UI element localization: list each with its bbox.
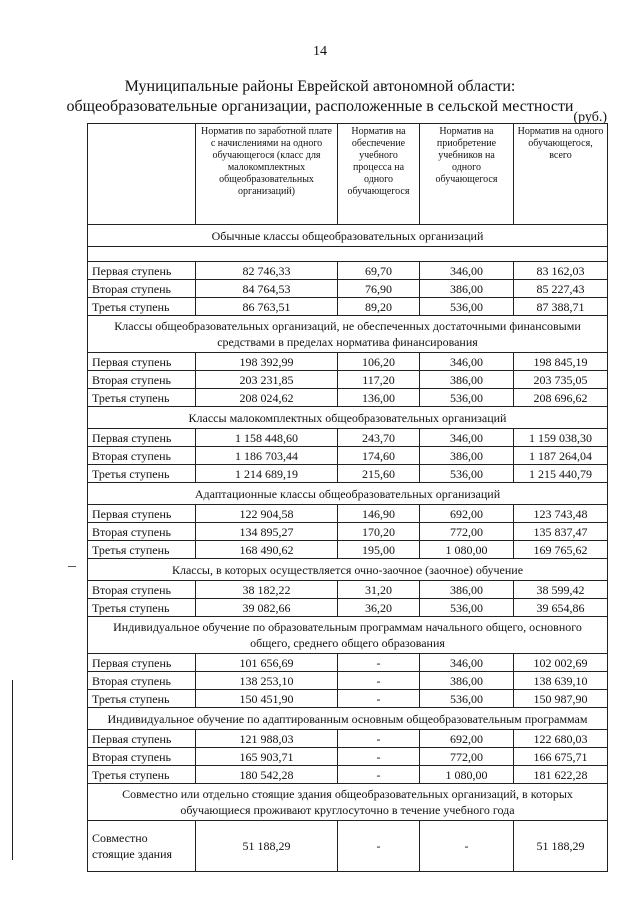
value-cell: 38 182,22 xyxy=(196,581,338,599)
value-cell: 1 187 264,04 xyxy=(514,447,608,465)
row-label: Первая ступень xyxy=(88,262,196,280)
table-row xyxy=(88,262,608,280)
value-cell: 1 080,00 xyxy=(420,766,514,784)
header-empty xyxy=(88,124,196,225)
value-cell: 101 656,69 xyxy=(196,654,338,672)
value-cell: 39 082,66 xyxy=(196,599,338,617)
table-row xyxy=(88,298,608,316)
section-title: Индивидуальное обучение по адаптированным основным общеобразовательным программам xyxy=(88,708,608,730)
value-cell: 134 895,27 xyxy=(196,523,338,541)
value-cell: 174,60 xyxy=(338,447,420,465)
value-cell: 169 765,62 xyxy=(514,541,608,559)
section-title: Индивидуальное обучение по образовательным программам начального общего, основного общего, среднего общего образования xyxy=(88,617,608,654)
table-row xyxy=(88,581,608,599)
value-cell: 82 746,33 xyxy=(196,262,338,280)
value-cell: 150 451,90 xyxy=(196,690,338,708)
row-label: Третья ступень xyxy=(88,465,196,483)
section-header-row xyxy=(88,617,608,654)
table-row xyxy=(88,766,608,784)
row-label: Третья ступень xyxy=(88,690,196,708)
table-row xyxy=(88,541,608,559)
value-cell: - xyxy=(338,654,420,672)
section-title: Совместно или отдельно стоящие здания общеобразовательных организаций, в которых обучающиеся проживают круглосуточно в течение учебного года xyxy=(88,784,608,821)
value-cell: 386,00 xyxy=(420,371,514,389)
value-cell: 208 024,62 xyxy=(196,389,338,407)
value-cell: 198 392,99 xyxy=(196,353,338,371)
section-title: Классы общеобразовательных организаций, не обеспеченных достаточными финансовыми средствами в пределах норматива финансирования xyxy=(88,316,608,353)
table-row xyxy=(88,599,608,617)
normatives-table xyxy=(87,123,608,872)
value-cell: 86 763,51 xyxy=(196,298,338,316)
section-header-row xyxy=(88,559,608,581)
title-line-1: Муниципальные районы Еврейской автономной области: xyxy=(124,78,516,95)
value-cell: - xyxy=(338,690,420,708)
value-cell: 772,00 xyxy=(420,748,514,766)
value-cell: 536,00 xyxy=(420,465,514,483)
value-cell: 181 622,28 xyxy=(514,766,608,784)
table-row xyxy=(88,654,608,672)
margin-mark xyxy=(68,566,76,567)
header-total: Норматив на одного обучающегося, всего xyxy=(514,124,608,225)
value-cell: 138 253,10 xyxy=(196,672,338,690)
value-cell: 386,00 xyxy=(420,672,514,690)
row-label: Вторая ступень xyxy=(88,280,196,298)
row-label: Вторая ступень xyxy=(88,447,196,465)
title-line-2: общеобразовательные организации, расположенные в сельской местности xyxy=(66,98,574,115)
value-cell: 203 735,05 xyxy=(514,371,608,389)
value-cell: 83 162,03 xyxy=(514,262,608,280)
row-label: Третья ступень xyxy=(88,389,196,407)
table-header-row xyxy=(88,124,608,225)
value-cell: 386,00 xyxy=(420,581,514,599)
value-cell: 122 680,03 xyxy=(514,730,608,748)
value-cell: 1 215 440,79 xyxy=(514,465,608,483)
value-cell: 106,20 xyxy=(338,353,420,371)
value-cell: 166 675,71 xyxy=(514,748,608,766)
value-cell: 243,70 xyxy=(338,429,420,447)
value-cell: 117,20 xyxy=(338,371,420,389)
value-cell: 123 743,48 xyxy=(514,505,608,523)
value-cell: 165 903,71 xyxy=(196,748,338,766)
section-title: Классы малокомплектных общеобразовательных организаций xyxy=(88,407,608,429)
margin-line xyxy=(12,680,13,860)
section-title: Классы, в которых осуществляется очно-заочное (заочное) обучение xyxy=(88,559,608,581)
value-cell: 198 845,19 xyxy=(514,353,608,371)
value-cell: 1 158 448,60 xyxy=(196,429,338,447)
table-row xyxy=(88,672,608,690)
value-cell: 168 490,62 xyxy=(196,541,338,559)
table-row xyxy=(88,447,608,465)
section-title: Адаптационные классы общеобразовательных организаций xyxy=(88,483,608,505)
row-label: Третья ступень xyxy=(88,766,196,784)
row-label: Первая ступень xyxy=(88,730,196,748)
table-row xyxy=(88,730,608,748)
value-cell: 36,20 xyxy=(338,599,420,617)
value-cell: 386,00 xyxy=(420,280,514,298)
table-row xyxy=(88,371,608,389)
table-row xyxy=(88,429,608,447)
value-cell: 38 599,42 xyxy=(514,581,608,599)
value-cell: 87 388,71 xyxy=(514,298,608,316)
section-header-row xyxy=(88,407,608,429)
value-cell: 122 904,58 xyxy=(196,505,338,523)
value-cell: - xyxy=(338,730,420,748)
section-title: Обычные классы общеобразовательных организаций xyxy=(88,225,608,247)
value-cell: 346,00 xyxy=(420,262,514,280)
header-textbooks: Норматив на приобретение учебников на одного обучающегося xyxy=(420,124,514,225)
value-cell: 536,00 xyxy=(420,389,514,407)
value-cell: 180 542,28 xyxy=(196,766,338,784)
value-cell: 31,20 xyxy=(338,581,420,599)
value-cell: 136,00 xyxy=(338,389,420,407)
header-salary: Норматив по заработной плате с начислениями на одного обучающегося (класс для малокомплектных общеобразовательных организаций) xyxy=(196,124,338,225)
value-cell: 536,00 xyxy=(420,690,514,708)
table-row xyxy=(88,690,608,708)
table-row xyxy=(88,280,608,298)
page-title xyxy=(0,77,640,117)
row-label: Третья ступень xyxy=(88,541,196,559)
table-row xyxy=(88,389,608,407)
value-cell: 346,00 xyxy=(420,429,514,447)
header-process: Норматив на обеспечение учебного процесса на одного обучающегося xyxy=(338,124,420,225)
value-cell: 1 080,00 xyxy=(420,541,514,559)
value-cell: - xyxy=(338,821,420,872)
row-label: Третья ступень xyxy=(88,599,196,617)
table-row xyxy=(88,821,608,872)
value-cell: 692,00 xyxy=(420,730,514,748)
value-cell: 146,90 xyxy=(338,505,420,523)
table-row xyxy=(88,748,608,766)
row-label: Первая ступень xyxy=(88,654,196,672)
value-cell: 1 214 689,19 xyxy=(196,465,338,483)
table-row xyxy=(88,505,608,523)
value-cell: 51 188,29 xyxy=(196,821,338,872)
table-row xyxy=(88,353,608,371)
section-header-row xyxy=(88,708,608,730)
value-cell: 51 188,29 xyxy=(514,821,608,872)
table-row xyxy=(88,465,608,483)
row-label: Первая ступень xyxy=(88,353,196,371)
value-cell: 39 654,86 xyxy=(514,599,608,617)
row-label: Совместно стоящие здания xyxy=(88,821,196,872)
row-label: Вторая ступень xyxy=(88,371,196,389)
value-cell: 150 987,90 xyxy=(514,690,608,708)
table-row xyxy=(88,523,608,541)
value-cell: - xyxy=(338,672,420,690)
row-label: Первая ступень xyxy=(88,429,196,447)
value-cell: 208 696,62 xyxy=(514,389,608,407)
row-label: Вторая ступень xyxy=(88,672,196,690)
section-header-row xyxy=(88,316,608,353)
section-header-row xyxy=(88,483,608,505)
row-label: Вторая ступень xyxy=(88,748,196,766)
value-cell: 536,00 xyxy=(420,298,514,316)
value-cell: 203 231,85 xyxy=(196,371,338,389)
value-cell: 1 159 038,30 xyxy=(514,429,608,447)
page-number: 14 xyxy=(313,44,327,59)
value-cell: 84 764,53 xyxy=(196,280,338,298)
value-cell: 346,00 xyxy=(420,654,514,672)
row-label: Вторая ступень xyxy=(88,523,196,541)
value-cell: 69,70 xyxy=(338,262,420,280)
value-cell: 135 837,47 xyxy=(514,523,608,541)
value-cell: - xyxy=(420,821,514,872)
value-cell: 89,20 xyxy=(338,298,420,316)
row-label: Первая ступень xyxy=(88,505,196,523)
value-cell: 121 988,03 xyxy=(196,730,338,748)
value-cell: 1 186 703,44 xyxy=(196,447,338,465)
value-cell: - xyxy=(338,766,420,784)
value-cell: 76,90 xyxy=(338,280,420,298)
value-cell: 138 639,10 xyxy=(514,672,608,690)
value-cell: 215,60 xyxy=(338,465,420,483)
value-cell: 102 002,69 xyxy=(514,654,608,672)
section-header-row xyxy=(88,784,608,821)
value-cell: 536,00 xyxy=(420,599,514,617)
value-cell: - xyxy=(338,748,420,766)
value-cell: 692,00 xyxy=(420,505,514,523)
spacer-cell xyxy=(88,247,608,262)
row-label: Третья ступень xyxy=(88,298,196,316)
value-cell: 85 227,43 xyxy=(514,280,608,298)
value-cell: 772,00 xyxy=(420,523,514,541)
section-header-row xyxy=(88,225,608,247)
table-body xyxy=(88,225,608,872)
value-cell: 386,00 xyxy=(420,447,514,465)
currency-unit: (руб.) xyxy=(573,110,607,125)
row-label: Вторая ступень xyxy=(88,581,196,599)
spacer-row xyxy=(88,247,608,262)
value-cell: 195,00 xyxy=(338,541,420,559)
value-cell: 170,20 xyxy=(338,523,420,541)
value-cell: 346,00 xyxy=(420,353,514,371)
